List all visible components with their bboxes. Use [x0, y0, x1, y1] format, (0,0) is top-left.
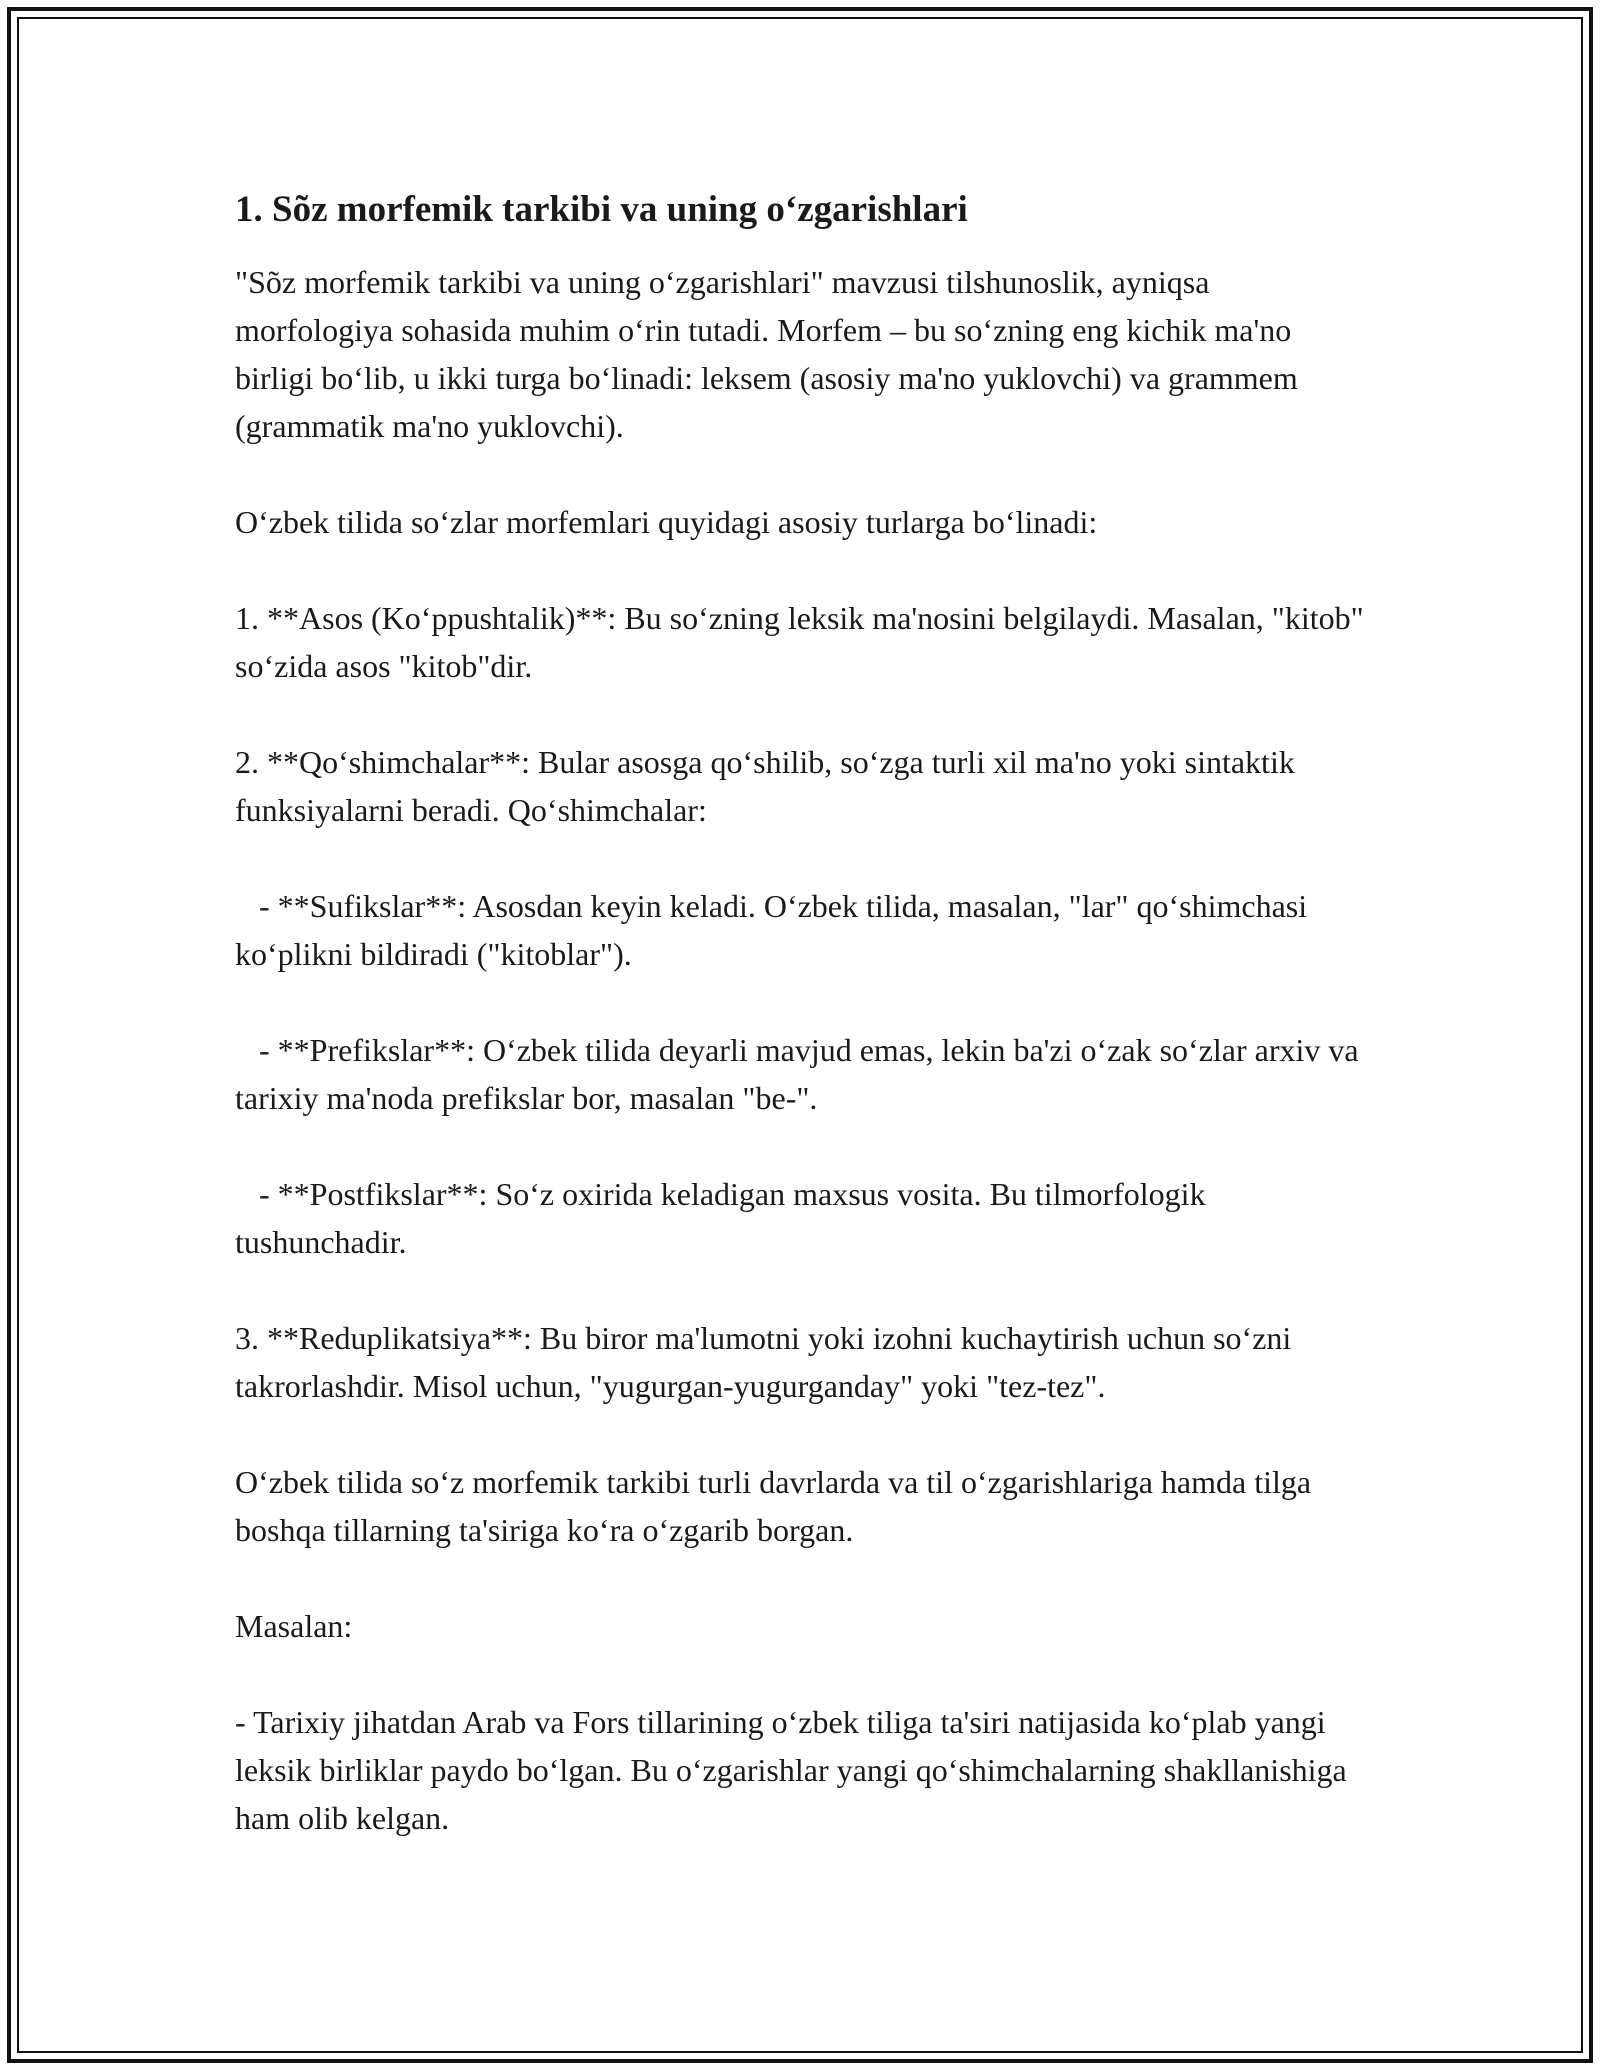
list-item-asos: 1. **Asos (Ko‘ppushtalik)**: Bu so‘zning leksik ma'nosini belgilaydi. Masalan, "kitob" so‘zida asos "kitob"dir. — [235, 600, 1372, 684]
document-body — [235, 186, 1372, 1842]
paragraph-example-label: Masalan: — [235, 1608, 353, 1644]
list-item-reduplikatsiya: 3. **Reduplikatsiya**: Bu biror ma'lumotni yoki izohni kuchaytirish uchun so‘zni takrorlashdir. Misol uchun, "yugurgan-yugurganday" yoki "tez-tez". — [235, 1320, 1300, 1404]
paragraph-historical-change: O‘zbek tilida so‘z morfemik tarkibi turli davrlarda va til o‘zgarishlariga hamda tilga boshqa tillarning ta'siriga ko‘ra o‘zgarib borgan. — [235, 1464, 1320, 1548]
paragraph-morpheme-types: O‘zbek tilida so‘zlar morfemlari quyidagi asosiy turlarga bo‘linadi: — [235, 504, 1098, 540]
list-item-arab-fors: - Tarixiy jihatdan Arab va Fors tillarining o‘zbek tiliga ta'siri natijasida ko‘plab yangi leksik birliklar paydo bo‘lgan. Bu o‘zgarishlar yangi qo‘shimchalarning shakllanishiga ham olib kelgan. — [235, 1704, 1355, 1836]
list-item-postfikslar: - **Postfikslar**: So‘z oxirida keladigan maxsus vosita. Bu tilmorfologik tushunchadir. — [235, 1176, 1214, 1260]
list-item-qoshimchalar: 2. **Qo‘shimchalar**: Bular asosga qo‘shilib, so‘zga turli xil ma'no yoki sintaktik funksiyalarni beradi. Qo‘shimchalar: — [235, 744, 1303, 828]
section-heading: 1. Sõz morfemik tarkibi va uning o‘zgarishlari — [235, 189, 968, 230]
list-item-sufikslar: - **Sufikslar**: Asosdan keyin keladi. O‘zbek tilida, masalan, "lar" qo‘shimchasi ko‘plikni bildiradi ("kitoblar"). — [235, 888, 1316, 972]
paragraph-intro: "Sõz morfemik tarkibi va uning o‘zgarishlari" mavzusi tilshunoslik, ayniqsa morfologiya sohasida muhim o‘rin tutadi. Morfem – bu so‘zning eng kichik ma'no birligi bo‘lib, u ikki turga bo‘linadi: leksem (asosiy ma'no yuklovchi) va grammem (grammatik ma'no yuklovchi). — [235, 264, 1306, 444]
list-item-prefikslar: - **Prefikslar**: O‘zbek tilida deyarli mavjud emas, lekin ba'zi o‘zak so‘zlar arxiv va tarixiy ma'noda prefikslar bor, masalan "be-". — [235, 1032, 1367, 1116]
